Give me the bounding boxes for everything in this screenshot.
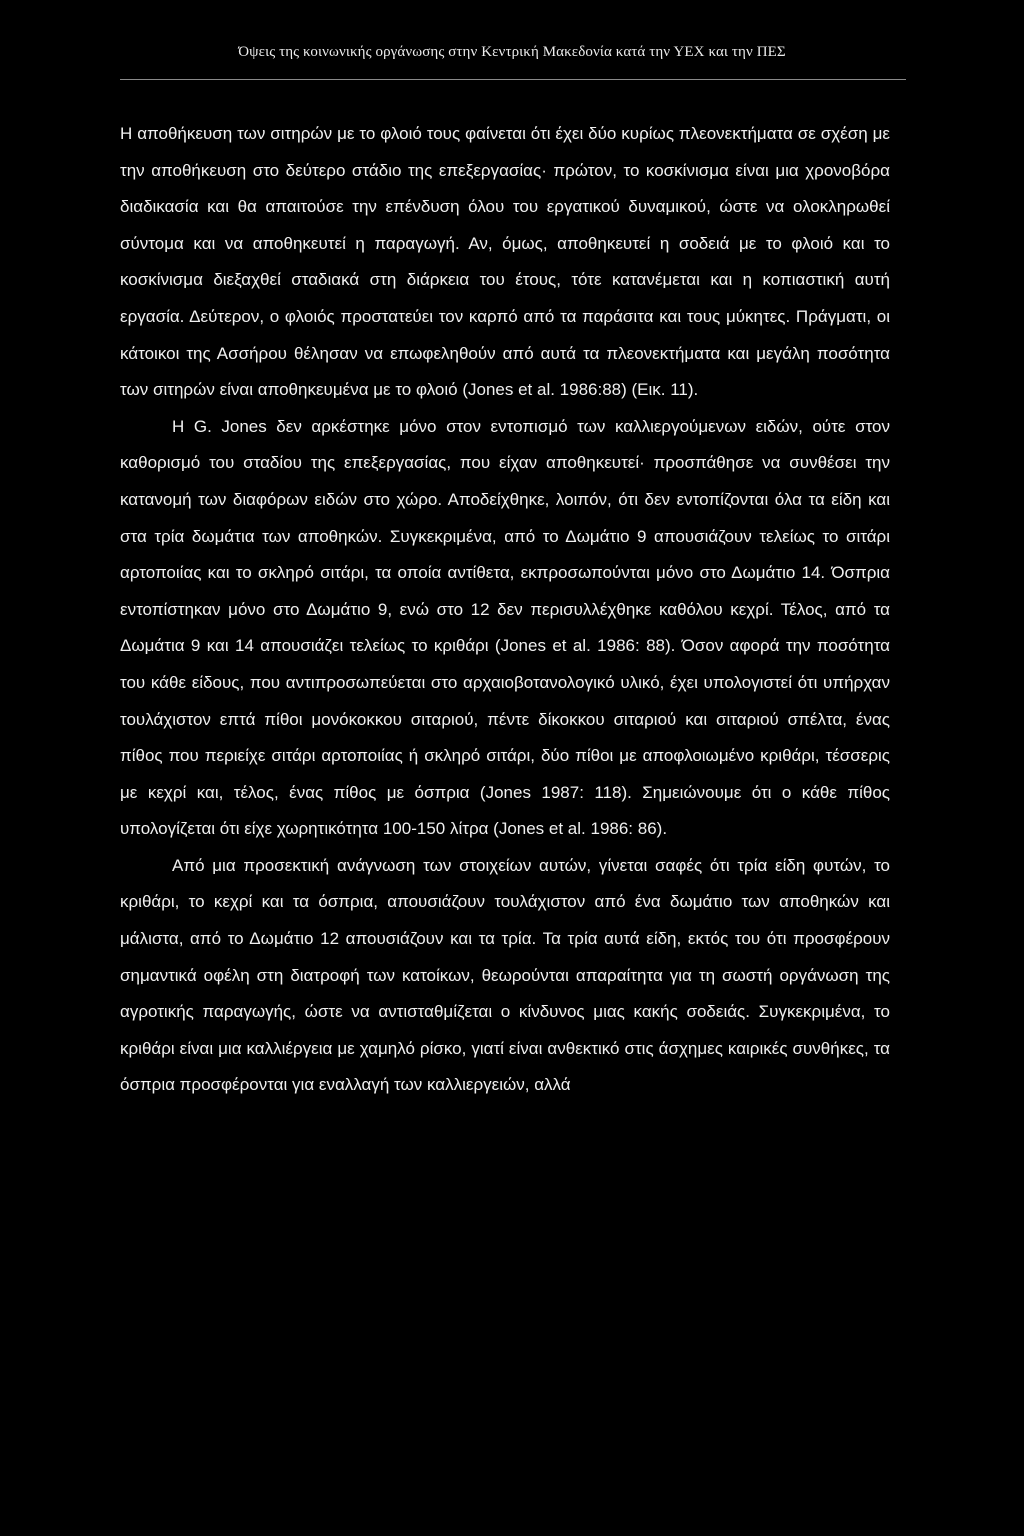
paragraph-1: Η αποθήκευση των σιτηρών με το φλοιό τους φαίνεται ότι έχει δύο κυρίως πλεονεκτήματα σε σχέση με την αποθήκευση στο δεύτερο στάδιο της επεξεργασίας· πρώτον, το κοσκίνισμα είναι μια χρονοβόρα διαδικασία και θα απαιτούσε την επένδυση όλου του εργατικού δυναμικού, ώστε να ολοκληρωθεί σύντομα και να αποθηκευτεί η παραγωγή. Αν, όμως, αποθηκευτεί η σοδειά με το φλοιό και το κοσκίνισμα διεξαχθεί σταδιακά στη διάρκεια του έτους, τότε κατανέμεται και η κοπιαστική αυτή εργασία. Δεύτερον, ο φλοιός προστατεύει τον καρπό από τα παράσιτα και τους μύκητες. Πράγματι, οι κάτοικοι της Ασσήρου θέλησαν να επωφεληθούν από αυτά τα πλεονεκτήματα και μεγάλη ποσότητα των σιτηρών είναι αποθηκευμένα με το φλοιό (Jones et al. 1986:88) (Εικ. 11). [120, 124, 890, 400]
running-header: Όψεις της κοινωνικής οργάνωσης στην Κεντρική Μακεδονία κατά την ΥΕΧ και την ΠΕΣ [238, 44, 786, 60]
body-text [120, 116, 890, 1104]
paragraph-2: Η G. Jones δεν αρκέστηκε μόνο στον εντοπισμό των καλλιεργούμενων ειδών, ούτε στον καθορισμό του σταδίου της επεξεργασίας, που είχαν αποθηκευτεί· προσπάθησε να συνθέσει την κατανομή των διαφόρων ειδών στο χώρο. Αποδείχθηκε, λοιπόν, ότι δεν εντοπίζονται όλα τα είδη και στα τρία δωμάτια των αποθηκών. Συγκεκριμένα, από το Δωμάτιο 9 απουσιάζουν τελείως το σιτάρι αρτοποιίας και το σκληρό σιτάρι, τα οποία αντίθετα, εκπροσωπούνται μόνο στο Δωμάτιο 14. Όσπρια εντοπίστηκαν μόνο στο Δωμάτιο 9, ενώ στο 12 δεν περισυλλέχθηκε καθόλου κεχρί. Τέλος, από τα Δωμάτια 9 και 14 απουσιάζει τελείως το κριθάρι (Jones et al. 1986: 88). Όσον αφορά την ποσότητα του κάθε είδους, που αντιπροσωπεύεται στο αρχαιοβοτανολογικό υλικό, έχει υπολογιστεί ότι υπήρχαν τουλάχιστον επτά πίθοι μονόκοκκου σιταριού, πέντε δίκοκκου σιταριού και σιταριού σπέλτα, ένας πίθος που περιείχε σιτάρι αρτοποιίας ή σκληρό σιτάρι, δύο πίθοι με αποφλοιωμένο κριθάρι, τέσσερις με κεχρί και, τέλος, ένας πίθος με όσπρια (Jones 1987: 118). Σημειώνουμε ότι ο κάθε πίθος υπολογίζεται ότι είχε χωρητικότητα 100-150 λίτρα (Jones et al. 1986: 86). [120, 416, 890, 839]
paragraph-3: Από μια προσεκτική ανάγνωση των στοιχείων αυτών, γίνεται σαφές ότι τρία είδη φυτών, το κριθάρι, το κεχρί και τα όσπρια, απουσιάζουν τουλάχιστον από ένα δωμάτιο των αποθηκών και μάλιστα, από το Δωμάτιο 12 απουσιάζουν και τα τρία. Τα τρία αυτά είδη, εκτός του ότι προσφέρουν σημαντικά οφέλη στη διατροφή των κατοίκων, θεωρούνται απαραίτητα για τη σωστή οργάνωση της αγροτικής παραγωγής, ώστε να αντισταθμίζεται ο κίνδυνος μιας κακής σοδειάς. Συγκεκριμένα, το κριθάρι είναι μια καλλιέργεια με χαμηλό ρίσκο, γιατί είναι ανθεκτικό στις άσχημες καιρικές συνθήκες, τα όσπρια προσφέρονται για εναλλαγή των καλλιεργειών, αλλά [120, 855, 890, 1095]
header-divider [120, 79, 906, 80]
